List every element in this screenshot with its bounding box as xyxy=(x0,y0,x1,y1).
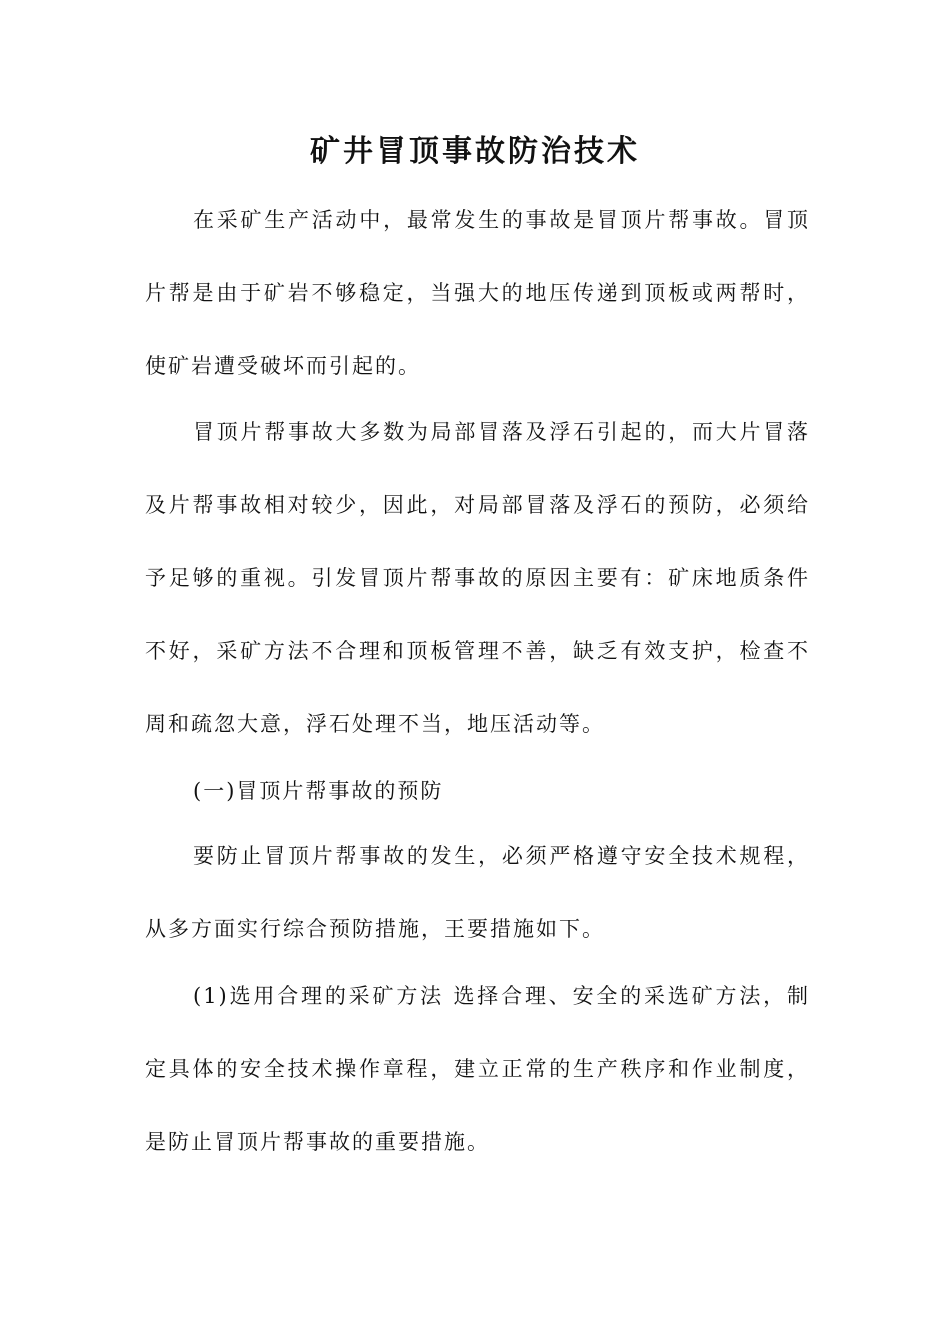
section-heading-prevention: (一)冒顶片帮事故的预防 xyxy=(193,779,444,803)
paragraph-causes: 冒顶片帮事故大多数为局部冒落及浮石引起的，而大片冒落及片帮事故相对较少，因此，对局部冒落及浮石的预防，必须给予足够的重视。引发冒顶片帮事故的原因主要有：矿床地质条件不好，采矿方法不合理和顶板管理不善，缺乏有效支护，检查不周和疏忽大意，浮石处理不当，地压活动等。 xyxy=(145,420,810,736)
paragraph-prevention-overview: 要防止冒顶片帮事故的发生，必须严格遵守安全技术规程，从多方面实行综合预防措施，王要措施如下。 xyxy=(145,844,810,941)
paragraph-intro: 在采矿生产活动中，最常发生的事故是冒顶片帮事故。冒顶片帮是由于矿岩不够稳定，当强大的地压传递到顶板或两帮时，使矿岩遭受破坏而引起的。 xyxy=(145,208,810,378)
paragraph-mining-method: (1)选用合理的采矿方法 选择合理、安全的采选矿方法，制定具体的安全技术操作章程，建立正常的生产秩序和作业制度，是防止冒顶片帮事故的重要措施。 xyxy=(145,984,810,1154)
document-title: 矿井冒顶事故防治技术 xyxy=(310,134,640,169)
